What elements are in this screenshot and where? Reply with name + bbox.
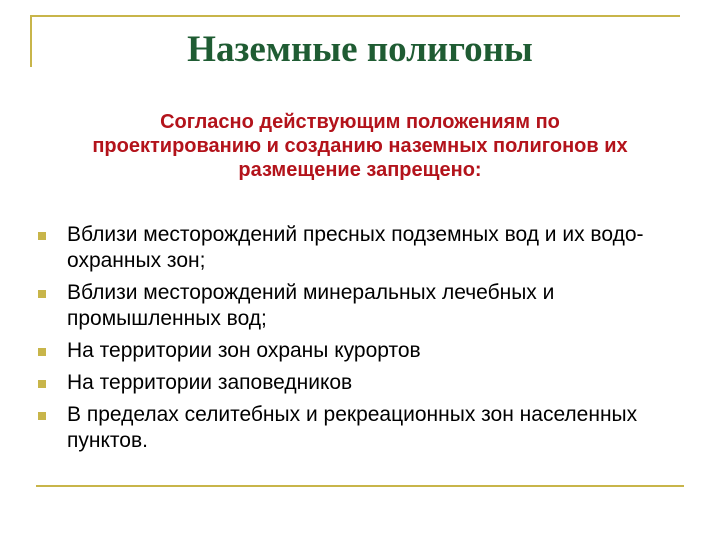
- list-item-text: Вблизи месторождений минеральных лечебных и промышленных вод;: [67, 281, 555, 330]
- list-item: [38, 280, 688, 332]
- square-bullet-icon: [38, 412, 46, 420]
- list-item-text: На территории заповедников: [67, 371, 353, 394]
- list-item-text: На территории зон охраны курортов: [67, 339, 421, 362]
- square-bullet-icon: [38, 290, 46, 298]
- bullet-list: [38, 222, 688, 460]
- intro-text: Согласно действующим положениям по проектированию и созданию наземных полигонов их размещение запрещено:: [92, 111, 628, 181]
- square-bullet-icon: [38, 380, 46, 388]
- list-item: [38, 402, 688, 454]
- list-item-text: Вблизи месторождений пресных подземных вод и их водо-охранных зон;: [67, 223, 644, 272]
- slide-title: Наземные полигоны: [187, 29, 533, 70]
- list-item: [38, 338, 688, 364]
- list-item: [38, 370, 688, 396]
- square-bullet-icon: [38, 232, 46, 240]
- frame-bottom-line: [36, 485, 684, 487]
- list-item-text: В пределах селитебных и рекреационных зон населенных пунктов.: [67, 403, 638, 452]
- frame-top-line: [30, 15, 680, 17]
- list-item: [38, 222, 688, 274]
- square-bullet-icon: [38, 348, 46, 356]
